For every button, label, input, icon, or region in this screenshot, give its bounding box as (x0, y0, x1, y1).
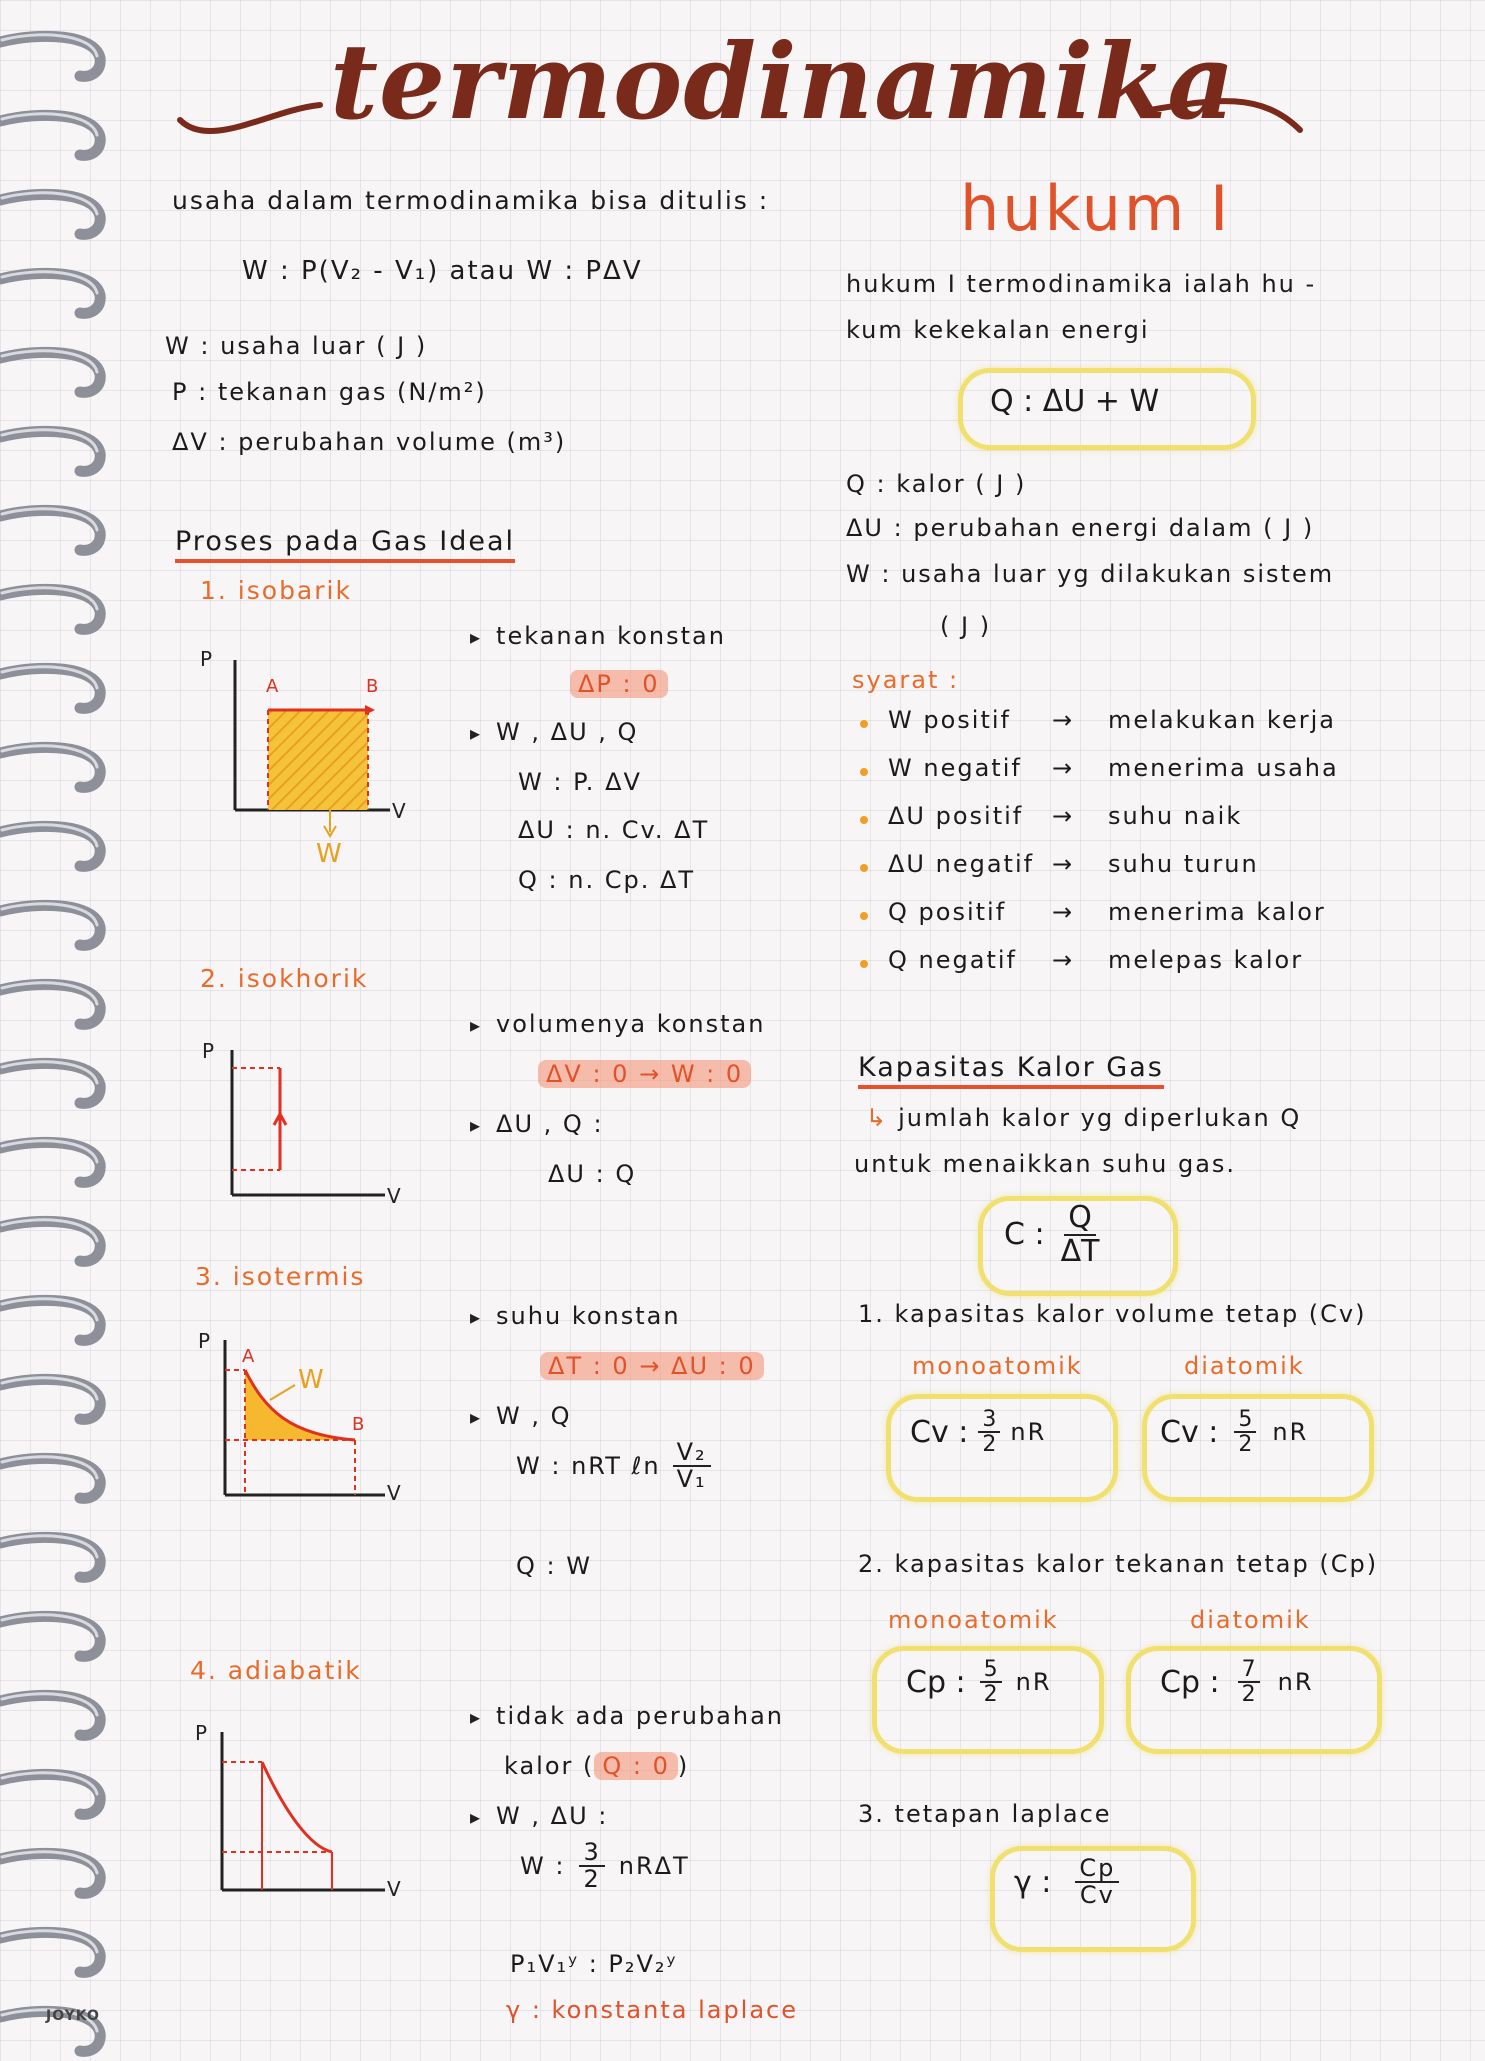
isotermis-bullet-1: ▸ suhu konstan (470, 1302, 681, 1330)
cp-title: 2. kapasitas kalor tekanan tetap (Cp) (858, 1550, 1379, 1578)
arrow-right-icon: → (1052, 946, 1075, 974)
syarat-bullet-icon (860, 816, 868, 824)
spiral-ring (0, 1055, 110, 1113)
syarat-condition: Q positif (888, 898, 1007, 926)
isotermis-bullet-2: ▸ W , Q (470, 1402, 572, 1430)
syarat-result: menerima kalor (1108, 898, 1326, 926)
isobarik-v-label: V (392, 799, 406, 823)
isotermis-formula-w: W : nRT ℓn $\frac{\text{V₂}}{\text{V₁}}$ (516, 1440, 711, 1492)
c-formula: C : $\frac{Q}{\Delta T}$ (1004, 1200, 1100, 1269)
arrow-right-icon: → (1052, 898, 1075, 926)
adiabatik-bullet-2: ▸ W , ΔU : (470, 1802, 608, 1830)
syarat-condition: W negatif (888, 754, 1022, 782)
arrow-right-icon: → (1052, 850, 1075, 878)
hukum-def-w-unit: ( J ) (940, 612, 992, 640)
isobarik-bullet-1: ▸ tekanan konstan (470, 622, 726, 650)
isobarik-highlight: ΔP : 0 (570, 670, 668, 698)
spiral-ring (0, 897, 110, 955)
spiral-ring (0, 1213, 110, 1271)
isokhorik-bullet-2: ▸ ΔU , Q : (470, 1110, 604, 1138)
adiabatik-p-label: P (195, 1721, 208, 1745)
syarat-bullet-icon (860, 912, 868, 920)
adiabatik-title: 4. adiabatik (190, 1656, 362, 1685)
spiral-ring (0, 818, 110, 876)
intro-def-dv: ΔV : perubahan volume (m³) (172, 428, 567, 456)
syarat-result: melepas kalor (1108, 946, 1304, 974)
syarat-bullet-icon (860, 960, 868, 968)
spiral-ring (0, 660, 110, 718)
isotermis-v-label: V (387, 1481, 401, 1505)
isobarik-a-label: A (266, 676, 279, 697)
adiabatik-formula-pv: P₁V₁ʸ : P₂V₂ʸ (510, 1950, 678, 1978)
kapasitas-desc-1: ↳ jumlah kalor yg diperlukan Q (866, 1104, 1302, 1132)
intro-def-w: W : usaha luar ( J ) (165, 332, 428, 360)
isotermis-p-label: P (198, 1329, 211, 1353)
isokhorik-v-label: V (387, 1184, 401, 1208)
spiral-ring (0, 1529, 110, 1587)
hukum-title: hukum I (960, 172, 1232, 245)
arrow-right-icon: → (1052, 706, 1075, 734)
syarat-condition: Q negatif (888, 946, 1017, 974)
intro-line: usaha dalam termodinamika bisa ditulis : (172, 186, 770, 215)
isokhorik-graph (190, 1040, 420, 1220)
kapasitas-desc-2: untuk menaikkan suhu gas. (854, 1150, 1237, 1178)
intro-def-p: P : tekanan gas (N/m²) (172, 378, 487, 406)
isobarik-graph (190, 647, 420, 880)
isotermis-graph (190, 1330, 420, 1510)
syarat-bullet-icon (860, 768, 868, 776)
spiral-ring (0, 1371, 110, 1429)
isobarik-formula-w: W : P. ΔV (518, 768, 642, 796)
hukum-def-du: ΔU : perubahan energi dalam ( J ) (846, 514, 1315, 542)
isobarik-w-label: W (316, 839, 342, 869)
page-title: termodinamika (330, 20, 1236, 143)
adiabatik-bullet-1: ▸ tidak ada perubahan (470, 1702, 784, 1730)
syarat-title: syarat : (852, 666, 960, 694)
adiabatik-formula-w: W : $\frac{3}{2}$ nRΔT (520, 1838, 690, 1894)
isokhorik-formula: ΔU : Q (548, 1160, 637, 1188)
isotermis-b-label: B (352, 1414, 365, 1435)
intro-formula: W : P(V₂ - V₁) atau W : PΔV (242, 256, 643, 286)
hukum-desc-2: kum kekekalan energi (846, 316, 1150, 344)
spiral-ring (0, 976, 110, 1034)
spiral-ring (0, 1845, 110, 1903)
proses-heading: Proses pada Gas Ideal (175, 526, 515, 563)
isokhorik-bullet-1: ▸ volumenya konstan (470, 1010, 765, 1038)
isobarik-title: 1. isobarik (200, 576, 352, 605)
isotermis-w-label: W (298, 1365, 324, 1395)
isotermis-a-label: A (242, 1346, 255, 1367)
syarat-condition: ΔU positif (888, 802, 1024, 830)
hukum-formula: Q : ΔU + W (990, 384, 1160, 419)
syarat-bullet-icon (860, 864, 868, 872)
isotermis-formula-q: Q : W (516, 1552, 592, 1580)
brand-logo: JOYKO (46, 2008, 100, 2024)
isokhorik-title: 2. isokhorik (200, 964, 369, 993)
syarat-bullet-icon (860, 720, 868, 728)
adiabatik-graph (190, 1722, 420, 1902)
hukum-desc-1: hukum I termodinamika ialah hu - (846, 270, 1317, 298)
spiral-ring (0, 1766, 110, 1824)
isobarik-b-label: B (366, 676, 379, 697)
cp-mono-label: monoatomik (888, 1606, 1059, 1634)
hukum-def-w: W : usaha luar yg dilakukan sistem (846, 560, 1335, 588)
adiabatik-v-label: V (387, 1877, 401, 1901)
spiral-ring (0, 581, 110, 639)
laplace-formula: γ : $\frac{Cp}{Cv}$ (1014, 1856, 1119, 1908)
isobarik-formula-q: Q : n. Cp. ΔT (518, 866, 696, 894)
kapasitas-heading: Kapasitas Kalor Gas (858, 1052, 1164, 1089)
isotermis-highlight: ΔT : 0 → ΔU : 0 (540, 1352, 764, 1380)
syarat-result: suhu turun (1108, 850, 1259, 878)
syarat-result: suhu naik (1108, 802, 1243, 830)
spiral-ring (0, 265, 110, 323)
isokhorik-highlight: ΔV : 0 → W : 0 (538, 1060, 751, 1088)
syarat-condition: ΔU negatif (888, 850, 1035, 878)
spiral-ring (0, 1450, 110, 1508)
spiral-ring (0, 1608, 110, 1666)
isobarik-p-label: P (200, 647, 213, 671)
adiabatik-kalor-line: kalor ( Q : 0 ) (504, 1752, 690, 1780)
isobarik-formula-du: ΔU : n. Cv. ΔT (518, 816, 710, 844)
cv-mono-label: monoatomik (912, 1352, 1083, 1380)
cv-mono-formula: Cv : $\frac{3}{2}$ nR (910, 1407, 1047, 1458)
spiral-ring (0, 1924, 110, 1982)
cp-mono-formula: Cp : $\frac{5}{2}$ nR (906, 1657, 1052, 1708)
spiral-ring (0, 423, 110, 481)
cv-title: 1. kapasitas kalor volume tetap (Cv) (858, 1300, 1367, 1328)
cv-dia-label: diatomik (1184, 1352, 1305, 1380)
spiral-ring (0, 1687, 110, 1745)
arrow-right-icon: → (1052, 802, 1075, 830)
cv-dia-formula: Cv : $\frac{5}{2}$ nR (1160, 1407, 1309, 1458)
spiral-ring (0, 186, 110, 244)
isokhorik-p-label: P (202, 1039, 215, 1063)
arrow-right-icon: → (1052, 754, 1075, 782)
spiral-ring (0, 344, 110, 402)
isobarik-bullet-2: ▸ W , ΔU , Q (470, 718, 638, 746)
cp-dia-formula: Cp : $\frac{7}{2}$ nR (1160, 1657, 1314, 1708)
spiral-ring (0, 28, 110, 86)
syarat-result: menerima usaha (1108, 754, 1339, 782)
title-swash (150, 50, 1330, 170)
spiral-ring (0, 1292, 110, 1350)
laplace-title: 3. tetapan laplace (858, 1800, 1112, 1828)
spiral-ring (0, 502, 110, 560)
hukum-def-q: Q : kalor ( J ) (846, 470, 1027, 498)
spiral-ring (0, 739, 110, 797)
spiral-ring (0, 107, 110, 165)
syarat-condition: W positif (888, 706, 1011, 734)
adiabatik-note: γ : konstanta laplace (506, 1996, 799, 2024)
isotermis-title: 3. isotermis (195, 1262, 366, 1291)
syarat-result: melakukan kerja (1108, 706, 1336, 734)
cp-dia-label: diatomik (1190, 1606, 1311, 1634)
spiral-ring (0, 1134, 110, 1192)
